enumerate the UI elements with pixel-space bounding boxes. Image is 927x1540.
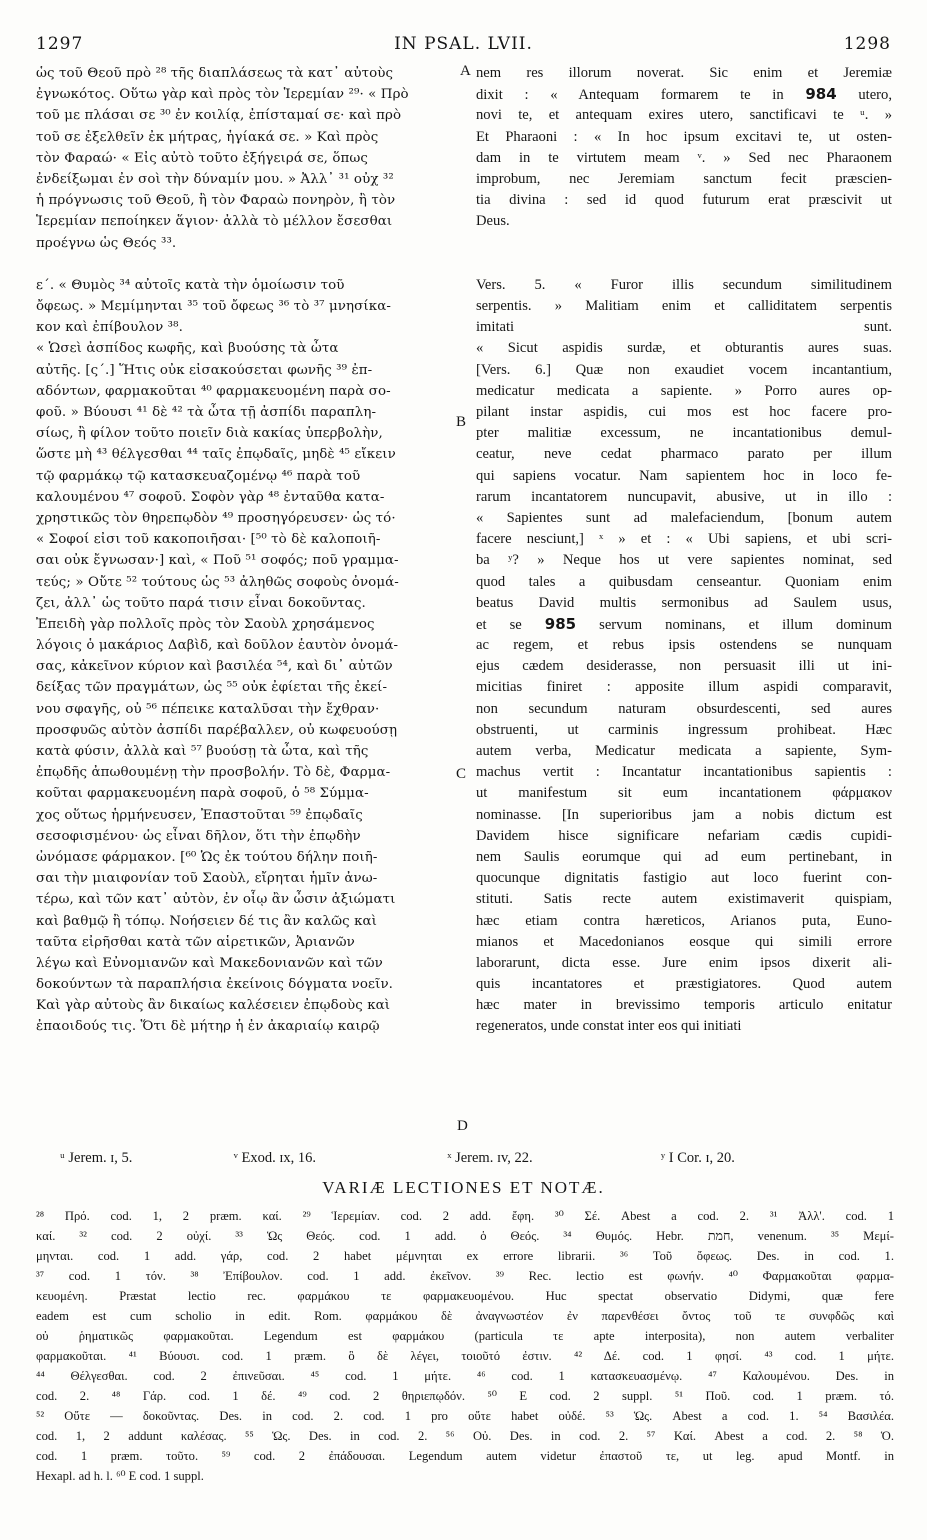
latin-text-line: hæc etiam contra hæreticos, Arianos puta, Euno- <box>476 912 892 929</box>
variant-note-line: καί. ³² cod. 2 οὐχί. ³³ Ὡς Θεός. cod. 1 add. ὁ Θεός. ³⁴ Θυμός. Hebr. חמת, venenum. ³⁵ Μεμί- <box>36 1229 894 1243</box>
variant-note-line: οὐ ῥηματικῶς φαρμακοῦται. Legendum est φαρμάκου (particula τε apte interposita), non autem verbaliter <box>36 1329 894 1343</box>
greek-text-line: τῷ φαρμάκῳ τῷ κατασκευαζομένῳ ⁴⁶ παρὰ τοῦ <box>36 468 361 484</box>
latin-text-line: imitati sunt. <box>476 319 892 336</box>
greek-text-line: « Σοφοί εἰσι τοῦ κακοποιῆσαι· [⁵⁰ τὸ δὲ καλοποιῆ- <box>36 532 381 548</box>
greek-text-line: φοῦ. » Βύουσι ⁴¹ δὲ ⁴² τὰ ὦτα τῇ ἀσπίδι παραπλη- <box>36 405 377 420</box>
variant-note-line: ³⁷ cod. 1 τόν. ³⁸ Ἐπίβουλον. cod. 1 add. ἐκεῖνον. ³⁹ Rec. lectio est φωνήν. ⁴⁰ Φαρμακοῦται φαρμα- <box>36 1269 894 1283</box>
page-number-right: 1298 <box>843 34 891 54</box>
margin-letter-c: C <box>456 766 467 782</box>
latin-text-line: et se 985 servum nominans, et illum dominum <box>476 614 892 633</box>
latin-text-line: « Sapientes sunt ad malefaciendum, [bonum autem <box>476 509 892 526</box>
greek-column <box>36 63 466 1038</box>
greek-text-line: χος οὕτως ἡρμήνευσεν, Ἐπαστοῦται ⁵⁹ ἐπῳδαῖς <box>36 807 363 823</box>
latin-text-line: Et Pharaoni : « In hoc ipsum excitavi te, ut osten- <box>476 128 892 145</box>
variant-note-line: Hexapl. ad h. l. ⁶⁰ E cod. 1 suppl. <box>36 1469 204 1483</box>
greek-text-line: τὸν Φαραώ· « Εἰς αὐτὸ τοῦτο ἐξήγειρά σε, ὅπως <box>36 150 369 166</box>
greek-text-line: δείξας τῶν πραγμάτων, ὡς ⁵⁵ οὐκ ἐφίεται τῆς ἐκεί- <box>36 680 388 696</box>
variant-note-line: ⁵² Οὔτε — δοκοῦντας. Des. in cod. 2. cod. 1 pro οὔτε habet οὐδέ. ⁵³ Ὡς. Abest a cod. 1. ⁵⁴ Βασιλέα. <box>36 1409 894 1423</box>
column-number-marker: 985 <box>544 614 577 633</box>
footnote-v: ᵛ Exod. ɪx, 16. <box>233 1150 317 1166</box>
greek-text-line: ἐπαοιδούς τις. Ὅτι δὲ μήτηρ ἡ ἐν ἀκαριαίῳ καιρῷ <box>36 1019 380 1035</box>
page-number-left: 1297 <box>36 34 84 54</box>
latin-text-line: laborarunt, dicta esse. Jure enim ipsos dixerit ali- <box>476 954 892 971</box>
latin-text-line: ut manifestum sit eum incantationem φάρμακον <box>476 785 892 802</box>
variant-note-line: cod. 2. ⁴⁸ Γάρ. cod. 1 δέ. ⁴⁹ cod. 2 θηριεπῳδόν. ⁵⁰ E cod. 2 suppl. ⁵¹ Ποῦ. cod. 1 præm. τό. <box>36 1389 894 1403</box>
greek-text-line: σίως, ἢ φίλον τοῦτο ποιεῖν διὰ κακίας ὑπερβολὴν, <box>36 426 383 442</box>
greek-text-line <box>36 254 466 275</box>
latin-text-line: mianos et Macedonianos eosque qui simili errore <box>476 933 892 950</box>
variant-note-line: cod. 1 præm. τοῦτο. ⁵⁹ cod. 2 ἐπάδουσαι. Legendum autem videtur ἐπαστοῦ τε, ut leg. apud Montf. in <box>36 1449 894 1463</box>
greek-text-line: λόγοις ὁ μακάριος Δαβὶδ, καὶ δοῦλον ἑαυτὸν ὀνομά- <box>36 638 399 654</box>
variant-note-line: ⁴⁴ Θέλγεσθαι. cod. 2 ἐπινεῦσαι. ⁴⁵ cod. 1 μήτε. ⁴⁶ cod. 1 κατασκευασμένῳ. ⁴⁷ Καλουμένου. Des. in <box>36 1369 894 1383</box>
latin-text-line: non secundum naturam obsurdescenti, sed aures <box>476 700 892 717</box>
greek-text-line: ὡς τοῦ Θεοῦ πρὸ ²⁸ τῆς διαπλάσεως τὰ κατ᾽ αὐτοὺς <box>36 66 394 81</box>
latin-text-line: autem verba, Medicatur medicata a sapiente, Sym- <box>476 743 892 759</box>
latin-text-line: improbum, nec Jeremiam sanctum fecit præscien- <box>476 170 892 187</box>
variants-heading: VARIÆ LECTIONES ET NOTÆ. <box>322 1178 605 1197</box>
latin-text-line: nem res illorum noverat. Sic enim et Jeremiæ <box>476 65 892 81</box>
footnote-u: ᵘ Jerem. ɪ, 5. <box>60 1150 133 1166</box>
column-number-marker: 984 <box>805 85 837 104</box>
greek-text-line: ὄφεως. » Μεμίμηνται ³⁵ τοῦ ὄφεως ³⁶ τὸ ³⁷ μνησίκα- <box>36 299 391 315</box>
greek-text-line: προέγνω ὡς Θεός ³³. <box>36 235 177 251</box>
margin-letter-d: D <box>457 1118 468 1134</box>
greek-text-line: τοῦ με πλάσαι σε ³⁰ ἐν κοιλίᾳ, ἐπίσταμαί σε· καὶ πρὸ <box>36 108 402 124</box>
latin-text-line: novi te, et antequam exires utero, sanctificavi te ᵘ. » <box>476 107 892 124</box>
latin-text-line: medicatur medicata a sapiente. » Porro aures op- <box>476 382 892 399</box>
greek-text-line: καὶ βαθμῷ ἢ τόπῳ. Νοήσειεν δέ τις ἂν καλῶς καὶ <box>36 913 378 929</box>
latin-text-line <box>476 233 892 254</box>
greek-text-line: τεύς; » Οὔτε ⁵² τούτους ὡς ⁵³ ἀληθῶς σοφοὺς ὀνομά- <box>36 574 399 590</box>
greek-text-line: ε΄. « Θυμὸς ³⁴ αὐτοῖς κατὰ τὴν ὁμοίωσιν τοῦ <box>36 277 345 293</box>
margin-letter-a: A <box>460 63 471 79</box>
variant-note-line: ²⁸ Πρό. cod. 1, 2 præm. καί. ²⁹ Ἱερεμίαν. cod. 2 add. ἔφη. ³⁰ Σέ. Abest a cod. 2. ³¹ Ἀλλ'. cod. 1 <box>36 1209 894 1223</box>
latin-text-line: serpentis. » Malitiam enim et calliditatem serpentis <box>476 298 892 315</box>
greek-text-line: Ἐπειδὴ γὰρ πολλοῖς πρὸς τὸν Σαοὺλ χρησάμενος <box>36 616 375 632</box>
greek-text-line: σαι τὴν μιαιφονίαν τοῦ Σαοὺλ, εἴρηται ἡμῖν ἀνω- <box>36 871 378 887</box>
greek-text-line: τέρω, καὶ τῶν κατ᾽ αὐτὸν, ἐν οἷῳ ἂν ὦσιν ἀξιώματι <box>36 892 396 908</box>
greek-text-line: « Ὡσεὶ ἀσπίδος κωφῆς, καὶ βυούσης τὰ ὦτα <box>36 341 339 357</box>
page-title: IN PSAL. LVII. <box>394 34 533 54</box>
latin-text-line: obstruenti, ut carminis ingressum prohibeat. Hæc <box>476 721 892 738</box>
scripture-footnotes <box>60 1150 900 1167</box>
variant-note-line: φαρμακοῦται. ⁴¹ Βύουσι. cod. 1 præm. ὃ δὲ λέγει, τοιοῦτό ἐστιν. ⁴² Δέ. cod. 1 φησί. ⁴³ cod. 1 μήτε. <box>36 1349 894 1363</box>
latin-text-line: quis incantatores et præstigiatores. Quod autem <box>476 976 892 993</box>
latin-text-line: stituti. Satis recte autem existimaverit quispiam, <box>476 891 892 908</box>
latin-text-line: quod tales a quibusdam censeantur. Quoniam enim <box>476 573 892 590</box>
greek-text-line: ἡ πρόγνωσις τοῦ Θεοῦ, ἢ τὸν Φαραὼ πονηρὸν, ἢ τὸν <box>36 193 396 209</box>
latin-text-line: ac regem, et rebus ipsis ostendens se nunquam <box>476 637 892 654</box>
greek-text-line: αδόντων, φαρμακοῦται ⁴⁰ φαρμακευομένη παρὰ σο- <box>36 383 391 399</box>
greek-text-line: ἐνδείξωμαι ἐν σοὶ τὴν δύναμίν μου. » Ἀλλ᾽ ³¹ οὐχ ³² <box>36 171 394 187</box>
latin-text-line <box>476 254 892 275</box>
latin-text-line: rarum incantatorem nuncupavit, abusive, ut in illo : <box>476 488 892 505</box>
latin-text-line: Vers. 5. « Furor illis secundum similitudinem <box>476 276 892 293</box>
greek-text-line: προσφυῶς αὐτὸν ἀσπίδι παρέβαλλεν, οὐ κωφευούσῃ <box>36 722 398 738</box>
greek-text-line: τοῦ σε ἐξελθεῖν ἐκ μήτρας, ἡγίακά σε. » Καὶ πρὸς <box>36 129 379 145</box>
greek-text-line: σαι οὐκ ἔγνωσαν·] καὶ, « Ποῦ ⁵¹ σοφός; ποῦ γραμμα- <box>36 553 399 569</box>
greek-text-line: χρηστικῶς τὸν θηρεπῳδὸν ⁴⁹ προσηγόρευσεν· ὡς τό· <box>36 510 396 526</box>
latin-text-line: ejus cædem desiderasse, non persuasit illi ut ini- <box>476 658 892 675</box>
margin-letter-b: B <box>456 414 467 430</box>
greek-text-line: ἐγνωκότος. Οὕτω γὰρ καὶ πρὸς τὸν Ἱερεμίαν ²⁹· « Πρὸ <box>36 87 409 103</box>
variant-note-line: κευομένη. Præstat lectio rec. φαρμάκου τε φαρμακευομένου. Huc spectat observatio Didymi, quæ fere <box>36 1289 894 1303</box>
greek-text-line: ἐπῳδῆς ἀπωθουμένῃ τὴν προσβολήν. Τὸ δὲ, Φαρμα- <box>36 765 391 781</box>
latin-text-line: ba ʸ? » Neque hos ut vere sapientes nominat, sed <box>476 552 892 569</box>
latin-column <box>476 63 892 1038</box>
latin-text-line: machus vertit : Incantatur incantationibus sapientis : <box>476 764 892 781</box>
variant-notes <box>36 1206 894 1486</box>
greek-text-line: κατὰ φύσιν, ἀλλὰ καὶ ⁵⁷ βυούσῃ τὰ ὦτα, καὶ τῆς <box>36 744 369 759</box>
greek-text-line: κον καὶ ἐπίβουλον ³⁸. <box>36 320 183 336</box>
latin-text-line: quocunque dignitatis fastigio aut loco fuerint con- <box>476 870 892 887</box>
latin-text-line: nem Saulis eorumque qui ad eum pertinebant, in <box>476 848 892 865</box>
latin-text-line: beatus David multis sermonibus ad Saulem usus, <box>476 594 892 611</box>
greek-text-line: αὐτῆς. [ς΄.] Ἥτις οὐκ εἰσακούσεται φωνῆς ³⁹ ἐπ- <box>36 362 373 378</box>
variant-note-line: μηνται. cod. 1 add. γάρ, cod. 2 habet μέμνηται ex errore librarii. ³⁶ Τοῦ ὄφεως. Des. in cod. 1. <box>36 1249 894 1263</box>
latin-text-line: Davidem hisce significare nefariam cædis cupidi- <box>476 827 892 844</box>
latin-text-line: dam in te virtutem meam ᵛ. » Sed nec Pharaonem <box>476 149 892 166</box>
latin-text-line: [Vers. 6.] Quæ non exaudiet vocem incantantium, <box>476 361 892 378</box>
greek-text-line: ὠνόμασε φάρμακον. [⁶⁰ Ὡς ἐκ τούτου δήλην ποιῆ- <box>36 849 378 865</box>
greek-text-line: καλουμένου ⁴⁷ σοφοῦ. Σοφὸν γὰρ ⁴⁸ ἐνταῦθα κατα- <box>36 489 385 505</box>
greek-text-line: Ἱερεμίαν πεποίηκεν ἅγιον· ἀλλὰ τὸ μέλλον ἔσεσθαι <box>36 214 393 230</box>
variant-note-line: cod. 1, 2 addunt καλέσας. ⁵⁵ Ὡς. Des. in cod. 2. ⁵⁶ Οὐ. Des. in cod. 2. ⁵⁷ Kαί. Abest a cod. 2. ⁵⁸ Ὁ. <box>36 1429 894 1443</box>
greek-text-line: ζει, ἀλλ᾽ ὡς τοῦτο παρά τισιν εἶναι δοκοῦντας. <box>36 595 366 611</box>
latin-text-line: tia divina : sed id quod futurum erat præscivit ut <box>476 192 892 209</box>
latin-text-line: ceatur, neve cedat pharmaco parato per illum <box>476 446 892 463</box>
latin-text-line: pilant instar aspidis, cui mos est hoc facere pro- <box>476 404 892 420</box>
latin-text-line: hæc mater in brevissimo temporis articulo enitatur <box>476 997 892 1014</box>
latin-text-line: dixit : « Antequam formarem te in 984 utero, <box>476 85 892 104</box>
greek-text-line: ταῦτα εἰρῆσθαι κατὰ τῶν αἱρετικῶν, Ἀριανῶν <box>36 934 355 950</box>
latin-text-line: pter malitiæ excessum, ne incantationibus demul- <box>476 425 892 442</box>
latin-text-line: « Sicut aspidis surdæ, et obturantis aures suas. <box>476 340 892 357</box>
greek-text-line: Καὶ γὰρ αὐτοὺς ἂν δικαίως καλέσειεν ἐπῳδοὺς καὶ <box>36 998 391 1014</box>
latin-text-line: facere nesciunt,] ˣ » et : « Ubi sapiens, et ubi scri- <box>476 531 892 548</box>
latin-text-line: nominasse. [In superioribus jam a nobis dictum est <box>476 806 892 823</box>
latin-text-line: micitias finiret : apposite illum aspidi comparavit, <box>476 679 892 696</box>
latin-text-line: Deus. <box>476 213 510 230</box>
greek-text-line: νου σφαγῆς, οὐ ⁵⁶ πέπεικε καταλῦσαι τὴν ἔχθραν· <box>36 701 380 717</box>
greek-text-line: σεσοφισμένου· ὡς εἶναι δῆλον, ὅτι τὴν ἐπῳδὴν <box>36 828 361 844</box>
greek-text-line: κοῦται φαρμακευομένη παρὰ σοφοῦ, ὁ ⁵⁸ Σύμμα- <box>36 786 369 802</box>
greek-text-line: σας, κἀκεῖνον κύριον καὶ βασιλέα ⁵⁴, καὶ δι᾽ αὐτῶν <box>36 659 393 675</box>
footnote-y: ʸ I Cor. ɪ, 20. <box>660 1150 735 1166</box>
variant-note-line: eadem est cum scholio in edit. Rom. φαρμάκου δὲ ἀναγνωστέον ἐν παρενθέσει ὄντος τοῦ τε συνφδῶς καὶ <box>36 1309 894 1323</box>
greek-text-line: λέγω καὶ Εὐνομιανῶν καὶ Μακεδονιανῶν καὶ τῶν <box>36 955 383 971</box>
latin-text-line: qui sapiens vocatur. Nam sapientem hoc in loco fe- <box>476 467 892 484</box>
running-head <box>36 34 891 58</box>
greek-text-line: δοκούντων τὰ παραπλήσια ἐκείνοις δόγματα νοεῖν. <box>36 977 394 993</box>
latin-text-line: regeneratos, unde constat inter eos qui initiati <box>476 1018 742 1035</box>
footnote-x: ˣ Jerem. ɪv, 22. <box>447 1150 533 1166</box>
greek-text-line: ὥστε μὴ ⁴³ θέλγεσθαι ⁴⁴ ταῖς ἐπῳδαῖς, μηδὲ ⁴⁵ εἴκειν <box>36 447 396 463</box>
